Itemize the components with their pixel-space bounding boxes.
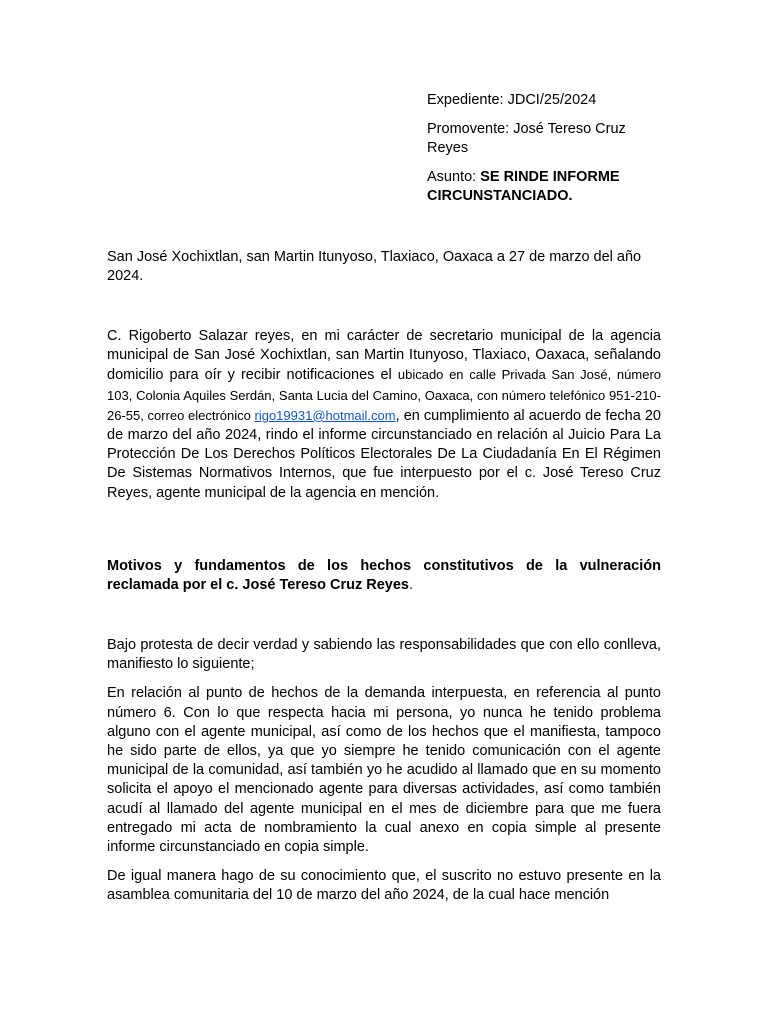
expediente-line: Expediente: JDCI/25/2024 <box>427 92 597 108</box>
email-link[interactable]: rigo19931@hotmail.com <box>254 407 396 423</box>
location-date: San José Xochixtlan, san Martin Itunyoso, Tlaxiaco, Oaxaca a 27 de marzo del año 2024. <box>107 249 642 285</box>
case-header <box>427 91 667 216</box>
igual-paragraph: De igual manera hago de su conocimiento que, el suscrito no estuvo presente en la asamblea comunitaria del 10 de marzo del año 2024, de la cual hace mención <box>107 868 661 904</box>
location-date-block <box>107 248 661 286</box>
asunto-value: SE RINDE INFORME CIRCUNSTANCIADO. <box>427 169 620 204</box>
asunto-label: Asunto: <box>427 169 481 185</box>
relacion-paragraph: En relación al punto de hechos de la demanda interpuesta, en referencia al punto número 6. Con lo que respecta hacia mi persona, yo nunca he tenido problema alguno con el agente municipal, así como de los hechos que el manifiesta, tampoco he sido parte de ellos, ya que yo siempre he tenido comunicación con el agente municipal de la comunidad, así también yo he acudido al llamado que en su momento solicita el apoyo el mencionado agente para diversas actividades, así como también acudí al llamado del agente municipal en el mes de diciembre para que me fuera entregado mi acta de nombramiento la cual anexo en copia simple al presente informe circunstanciado en copia simple. <box>107 685 661 856</box>
promovente-line: Promovente: José Tereso Cruz Reyes <box>427 121 626 156</box>
body-paragraphs <box>107 636 661 906</box>
asunto-line <box>427 168 667 206</box>
section-heading-text: Motivos y fundamentos de los hechos constitutivos de la vulneración reclamada por el c. José Tereso Cruz Reyes <box>107 558 661 594</box>
intro-text <box>107 327 661 503</box>
intro-part3: , en cumplimiento al acuerdo de fecha 20 de marzo del año 2024, rindo el informe circunstanciado en relación al Juicio Para La Protección De Los Derechos Políticos Electorales De La Ciudadanía En El Régimen De Sistemas Normativos Internos, que fue interpuesto por el c. José Tereso Cruz Reyes, agente municipal de la agencia en mención. <box>107 407 661 501</box>
protesta-paragraph: Bajo protesta de decir verdad y sabiendo las responsabilidades que con ello conlleva, manifiesto lo siguiente; <box>107 637 661 673</box>
intro-paragraph <box>107 327 661 503</box>
intro-part1: C. Rigoberto Salazar reyes, en mi carácter de secretario municipal de la agencia municipal de San José Xochixtlan, san Martin Itunyoso, Tlaxiaco, Oaxaca, señalando domicilio para oír y recibir notificaciones el <box>107 328 661 384</box>
section-heading <box>107 557 661 595</box>
intro-address: ubicado en calle Privada San José, número 103, Colonia Aquiles Serdán, Santa Lucia del Camino, Oaxaca, con número telefónico 951-210-26-55, correo electrónico <box>107 367 661 423</box>
section-heading-block <box>107 557 661 595</box>
section-heading-period: . <box>408 577 413 594</box>
